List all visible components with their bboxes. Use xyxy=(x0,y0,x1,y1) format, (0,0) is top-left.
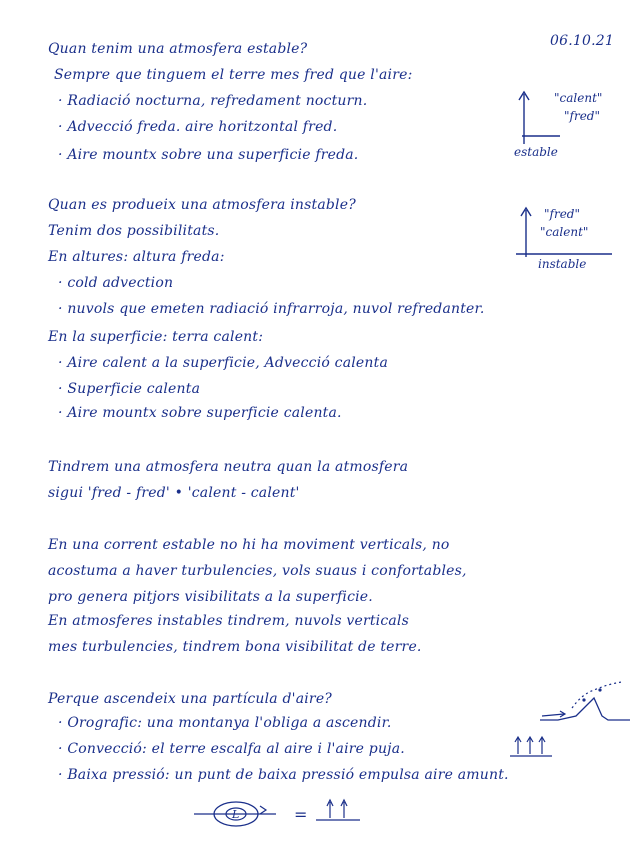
altitude-bullet-1: · cold advection xyxy=(58,274,173,292)
neutral-line-2: sigui 'fred - fred' • 'calent - calent' xyxy=(48,485,300,501)
unstable-caption: instable xyxy=(538,257,587,271)
flight-line-1: En una corrent estable no hi ha moviment verticals, no xyxy=(48,537,450,553)
stable-caption: estable xyxy=(514,145,558,159)
low-pressure-icon xyxy=(190,790,380,840)
flight-line-4: En atmosferes instables tindrem, nuvols verticals xyxy=(48,613,409,629)
altitude-heading: En altures: altura freda: xyxy=(48,249,225,265)
stable-diagram xyxy=(512,84,622,164)
altitude-bullet-2: · nuvols que emeten radiació infrarroja, nuvol refredanter. xyxy=(58,300,485,318)
unstable-diagram xyxy=(512,202,622,272)
section1-intro: Sempre que tinguem el terre mes fred que l'aire: xyxy=(54,67,413,83)
surface-bullet-3: · Aire mountx sobre superficie calenta. xyxy=(58,404,342,422)
section5-title: Perque ascendeix una partícula d'aire? xyxy=(48,691,333,707)
lift-bullet-2: · Convecció: el terre escalfa al aire i l'aire puja. xyxy=(58,740,405,758)
lift-bullet-3: · Baixa pressió: un punt de baixa pressió empulsa aire amunt. xyxy=(58,766,509,784)
section1-bullet-3: · Aire mountx sobre una superficie freda. xyxy=(58,146,358,164)
surface-bullet-1: · Aire calent a la superficie, Advecció calenta xyxy=(58,354,388,372)
section2-title: Quan es produeix una atmosfera instable? xyxy=(48,197,356,213)
formula-equals: = xyxy=(294,805,308,824)
unstable-bottom-label: "calent" xyxy=(540,225,589,239)
section2-intro: Tenim dos possibilitats. xyxy=(48,223,220,239)
convection-arrows-icon xyxy=(506,732,556,762)
svg-text:L: L xyxy=(232,808,240,821)
surface-heading: En la superficie: terra calent: xyxy=(48,329,264,345)
section1-bullet-2: · Advecció freda. aire horitzontal fred. xyxy=(58,118,337,136)
stable-bottom-label: "fred" xyxy=(564,109,600,123)
unstable-top-label: "fred" xyxy=(544,207,580,221)
section1-bullet-1: · Radiació nocturna, refredament nocturn. xyxy=(58,92,367,110)
section1-title: Quan tenim una atmosfera estable? xyxy=(48,41,308,57)
flight-line-3: pro genera pitjors visibilitats a la superficie. xyxy=(48,589,373,605)
mountain-icon xyxy=(538,676,633,726)
note-date: 06.10.21 xyxy=(550,33,614,49)
stable-top-label: "calent" xyxy=(554,91,603,105)
neutral-line-1: Tindrem una atmosfera neutra quan la atmosfera xyxy=(48,459,409,475)
flight-line-5: mes turbulencies, tindrem bona visibilitat de terre. xyxy=(48,639,422,655)
surface-bullet-2: · Superficie calenta xyxy=(58,380,200,398)
flight-line-2: acostuma a haver turbulencies, vols suaus i confortables, xyxy=(48,563,467,579)
lift-bullet-1: · Orografic: una montanya l'obliga a ascendir. xyxy=(58,714,392,732)
